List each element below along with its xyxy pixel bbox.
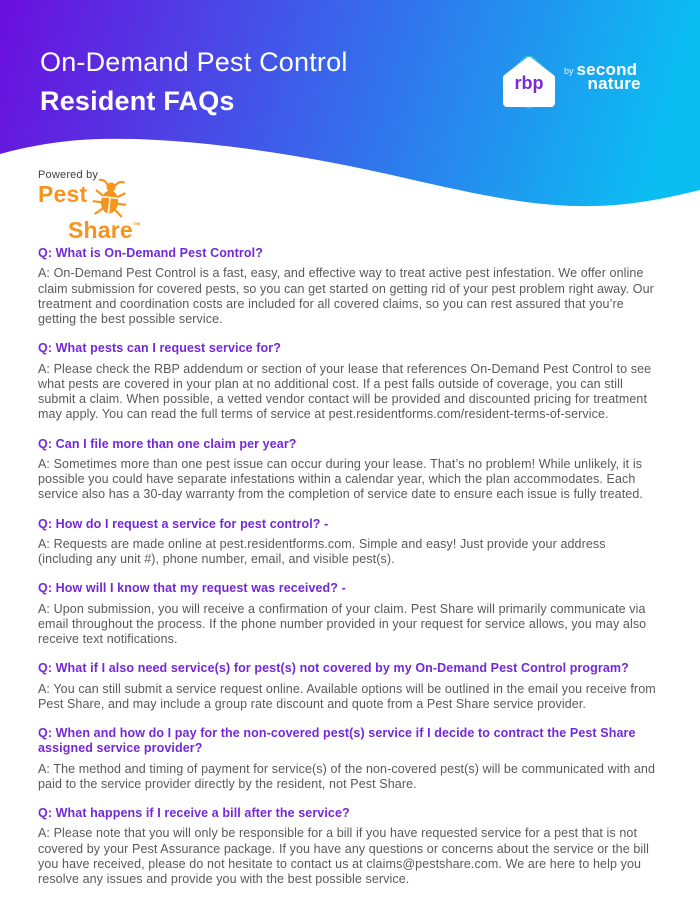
faq-item xyxy=(38,517,663,568)
faq-question: Q: What if I also need service(s) for pest(s) not covered by my On-Demand Pest Control program? xyxy=(38,661,629,676)
faq-question: Q: How do I request a service for pest control? - xyxy=(38,516,329,531)
faq-answer: A: Upon submission, you will receive a confirmation of your claim. Pest Share will primarily communicate via email throughout the process. If the phone number provided in your request for service allows, you may also receive text notifications. xyxy=(38,601,647,646)
header-title-block xyxy=(40,46,348,118)
faq-answer: A: Requests are made online at pest.residentforms.com. Simple and easy! Just provide your address (including any unit #), phone number, email, and visible pest(s). xyxy=(38,536,606,566)
rbp-logo-text: rbp xyxy=(514,73,544,93)
by-label: by xyxy=(564,66,574,76)
faq-item xyxy=(38,341,663,422)
pestshare-word-pest: Pest xyxy=(38,181,88,207)
rbp-logo xyxy=(499,52,559,112)
faq-item xyxy=(38,726,663,792)
faq-question: Q: When and how do I pay for the non-covered pest(s) service if I decide to contract the Pest Share assigned service provider? xyxy=(38,726,636,756)
page-subtitle: Resident FAQs xyxy=(40,86,235,117)
trademark-symbol: ™ xyxy=(132,221,141,230)
faq-answer: A: On-Demand Pest Control is a fast, easy, and effective way to treat active pest infestation. We offer online claim submission for covered pests, so you can get started on getting rid of your pest problem right away. Our treatment and coordination costs are included for all covered claims, so you can rest assured that you’re getting the best possible service. xyxy=(38,266,654,326)
faq-item xyxy=(38,437,663,503)
faq-answer: A: Please note that you will only be responsible for a bill if you have requested service for a pest that is not covered by your Pest Assurance package. If you have any questions or concerns about the service or the bill you have received, please do not hesitate to contact us at claims@pestshare.com. We are here to help you resolve any issues and provide you with the best possible service. xyxy=(38,826,650,886)
faq-question: Q: Can I file more than one claim per year? xyxy=(38,436,297,451)
faq-list xyxy=(38,246,663,887)
bug-icon xyxy=(91,175,129,220)
faq-question: Q: How will I know that my request was received? - xyxy=(38,581,346,596)
page-title: On-Demand Pest Control xyxy=(40,47,348,77)
brand-word-nature: nature xyxy=(587,74,641,93)
faq-item xyxy=(38,661,663,712)
second-nature-logo xyxy=(564,60,641,93)
faq-question: Q: What pests can I request service for? xyxy=(38,341,281,356)
faq-item xyxy=(38,246,663,327)
faq-answer: A: Please check the RBP addendum or section of your lease that references On-Demand Pest Control to see what pests are covered in your plan at no additional cost. If a pest falls outside of coverage, you can still submit a claim. When possible, a vetted vendor contact will be provided and discounted pricing for treatment may apply. You can read the full terms of service at pest.residentforms.com/resident-terms-of-service. xyxy=(38,361,652,422)
faq-answer: A: The method and timing of payment for service(s) of the non-covered pest(s) will be communicated with and paid to the service provider directly by the resident, not Pest Share. xyxy=(38,761,656,791)
brand-word-second: second xyxy=(576,60,638,79)
faq-answer: A: You can still submit a service request online. Available options will be outlined in the email you receive from Pest Share, and may include a group rate discount and quote from a Pest Share service provider. xyxy=(38,681,656,711)
faq-item xyxy=(38,806,663,887)
faq-item xyxy=(38,581,663,647)
powered-by-label: Powered by xyxy=(38,169,99,181)
faq-question: Q: What happens if I receive a bill after the service? xyxy=(38,806,350,820)
faq-question: Q: What is On-Demand Pest Control? xyxy=(38,246,263,260)
faq-answer: A: Sometimes more than one pest issue can occur during your lease. That’s no problem! While unlikely, it is possible you could have separate infestations within a calendar year, which the plan accommodates. Each service also has a 30-day warranty from the completion of service date to ensure each issue is fully treated. xyxy=(38,456,643,502)
pestshare-logo-block xyxy=(38,169,141,241)
pestshare-word-share: Share xyxy=(68,217,133,243)
